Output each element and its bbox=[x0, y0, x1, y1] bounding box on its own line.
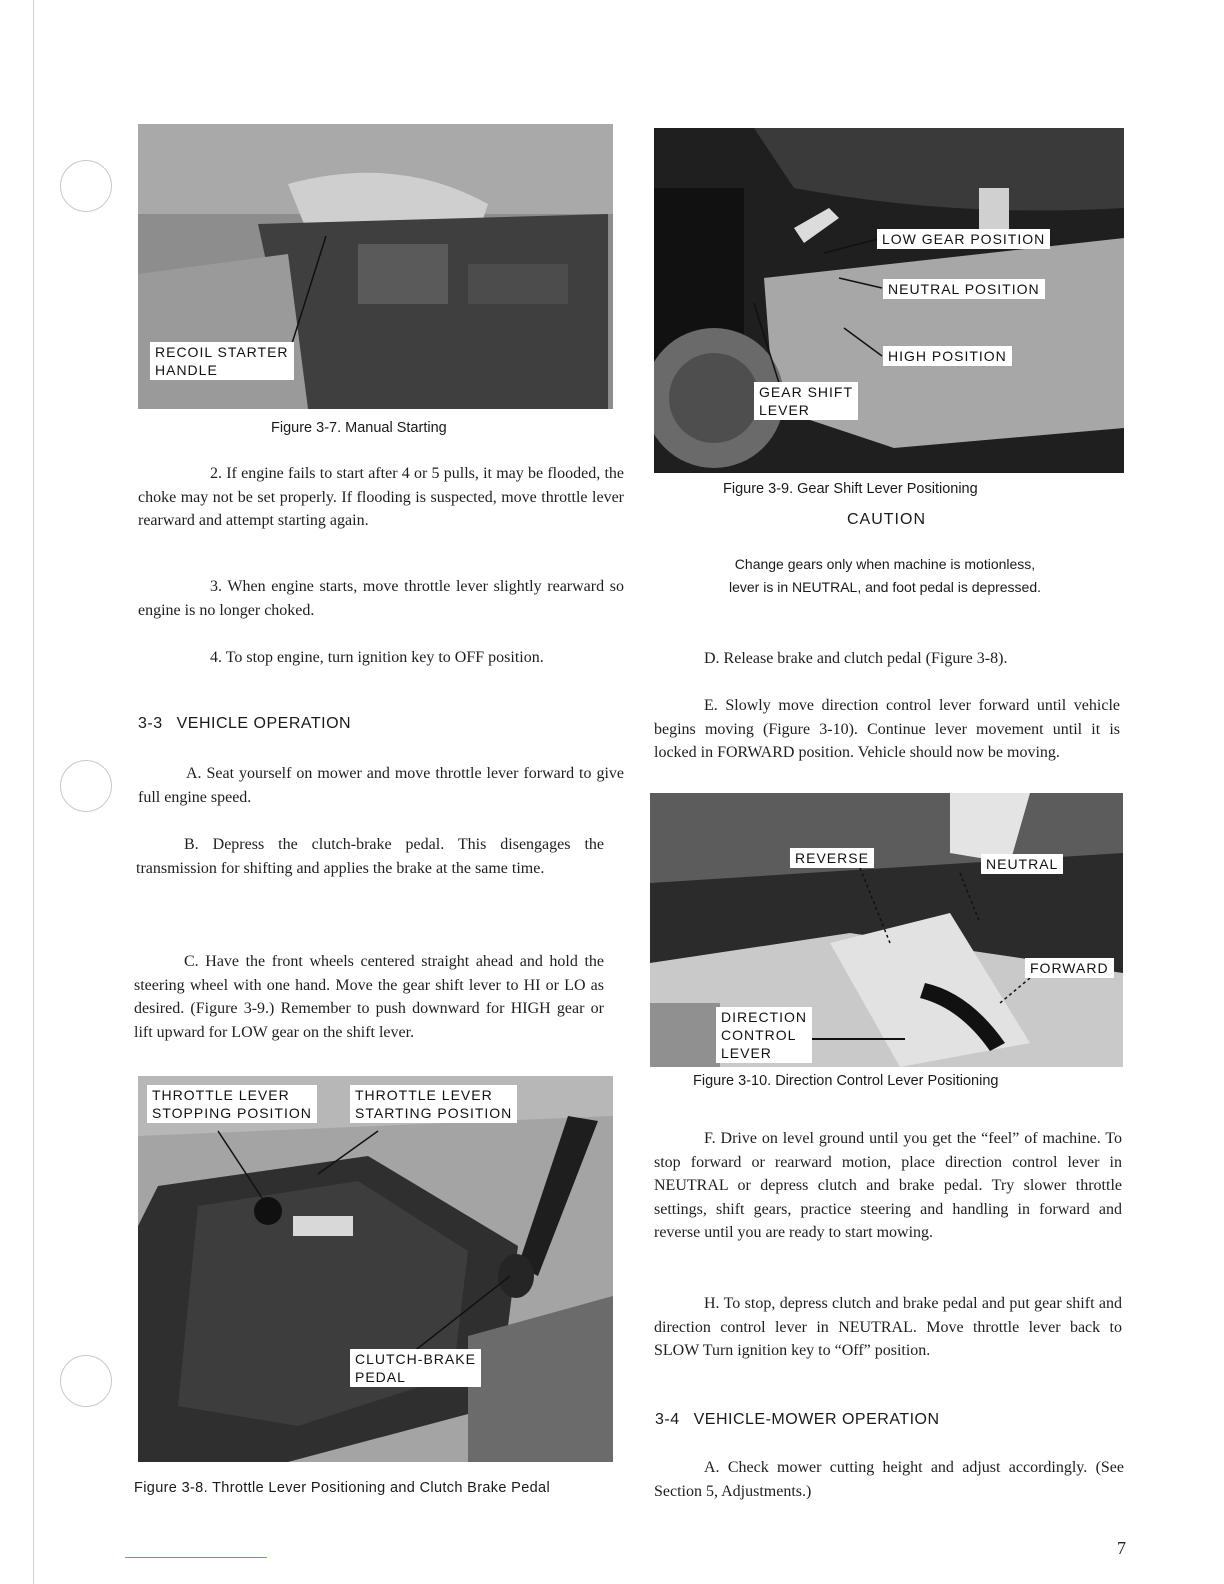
caution-text bbox=[670, 553, 1100, 599]
section-3-4-heading bbox=[655, 1411, 940, 1429]
direction-control-lever-label: DIRECTION CONTROL LEVER bbox=[716, 1007, 812, 1063]
paragraph-step-e: E. Slowly move direction control lever forward until vehicle begins moving (Figure 3-10). Continue lever movement until it is locked in FORWARD position. Vehicle should now be moving. bbox=[654, 697, 1120, 761]
section-3-3-heading bbox=[138, 715, 351, 733]
figure-3-7-caption: Figure 3-7. Manual Starting bbox=[271, 420, 447, 436]
paragraph-step-h: H. To stop, depress clutch and brake pedal and put gear shift and direction control lever in NEUTRAL. Move throttle lever back to SLOW Turn ignition key to “Off” position. bbox=[654, 1295, 1122, 1359]
neutral-label: NEUTRAL bbox=[981, 854, 1063, 874]
figure-3-8-drawing bbox=[138, 1076, 613, 1462]
paragraph-step-3: 3. When engine starts, move throttle lever slightly rearward so engine is no longer choked. bbox=[138, 578, 624, 619]
gear-shift-lever-label: GEAR SHIFT LEVER bbox=[754, 382, 858, 420]
low-gear-position-label: LOW GEAR POSITION bbox=[877, 229, 1050, 249]
neutral-position-label: NEUTRAL POSITION bbox=[883, 279, 1045, 299]
paragraph-step-4: 4. To stop engine, turn ignition key to OFF position. bbox=[210, 649, 544, 666]
paragraph-mower-step-a: A. Check mower cutting height and adjust accordingly. (See Section 5, Adjustments.) bbox=[654, 1459, 1124, 1500]
binder-hole-top bbox=[60, 160, 112, 212]
figure-3-10-photo bbox=[650, 793, 1123, 1067]
recoil-starter-handle-label: RECOIL STARTER HANDLE bbox=[150, 342, 294, 380]
figure-3-9-photo bbox=[654, 128, 1124, 473]
throttle-stopping-position-label: THROTTLE LEVER STOPPING POSITION bbox=[147, 1085, 317, 1123]
paragraph-step-d: D. Release brake and clutch pedal (Figure 3-8). bbox=[704, 650, 1008, 667]
paragraph-step-2: 2. If engine fails to start after 4 or 5 pulls, it may be flooded, the choke may not be set properly. If flooding is suspected, move throttle lever rearward and attempt starting again. bbox=[138, 465, 624, 529]
section-3-4-number: 3-4 bbox=[655, 1411, 680, 1428]
caution-line-1: Change gears only when machine is motionless, bbox=[734, 556, 1036, 572]
page-edge-line bbox=[33, 0, 34, 1584]
figure-3-10-caption: Figure 3-10. Direction Control Lever Positioning bbox=[693, 1073, 999, 1089]
paragraph-step-c: C. Have the front wheels centered straight ahead and hold the steering wheel with one hand. Move the gear shift lever to HI or LO as desired. (Figure 3-9.) Remember to push downward for HIGH gear or lift upward for LOW gear on the shift lever. bbox=[134, 953, 604, 1041]
bottom-rule bbox=[125, 1557, 267, 1558]
paragraph-step-f: F. Drive on level ground until you get the “feel” of machine. To stop forward or rearward motion, place direction control lever in NEUTRAL or depress clutch and brake pedal. Try slower throttle settings, shift gears, practice steering and handling in forward and reverse until you are ready to start mowing. bbox=[654, 1130, 1122, 1241]
figure-3-8-caption: Figure 3-8. Throttle Lever Positioning and Clutch Brake Pedal bbox=[134, 1480, 551, 1496]
paragraph-step-b: B. Depress the clutch-brake pedal. This disengages the transmission for shifting and applies the brake at the same time. bbox=[136, 836, 604, 877]
figure-3-9-caption: Figure 3-9. Gear Shift Lever Positioning bbox=[723, 481, 978, 497]
clutch-brake-pedal-label: CLUTCH-BRAKE PEDAL bbox=[350, 1349, 481, 1387]
section-3-3-number: 3-3 bbox=[138, 715, 163, 732]
binder-hole-bottom bbox=[60, 1355, 112, 1407]
figure-3-9-drawing bbox=[654, 128, 1124, 473]
figure-3-8-photo bbox=[138, 1076, 613, 1462]
forward-label: FORWARD bbox=[1025, 958, 1114, 978]
section-3-4-title: VEHICLE-MOWER OPERATION bbox=[693, 1411, 940, 1428]
paragraph-step-a: A. Seat yourself on mower and move throttle lever forward to give full engine speed. bbox=[138, 765, 624, 806]
high-position-label: HIGH POSITION bbox=[883, 346, 1012, 366]
page-number: 7 bbox=[1117, 1538, 1126, 1558]
reverse-label: REVERSE bbox=[790, 848, 874, 868]
throttle-starting-position-label: THROTTLE LEVER STARTING POSITION bbox=[350, 1085, 517, 1123]
section-3-3-title: VEHICLE OPERATION bbox=[176, 715, 352, 732]
binder-hole-middle bbox=[60, 760, 112, 812]
caution-line-2: lever is in NEUTRAL, and foot pedal is depressed. bbox=[728, 579, 1042, 595]
caution-title: CAUTION bbox=[847, 511, 926, 528]
figure-3-7-photo bbox=[138, 124, 613, 409]
